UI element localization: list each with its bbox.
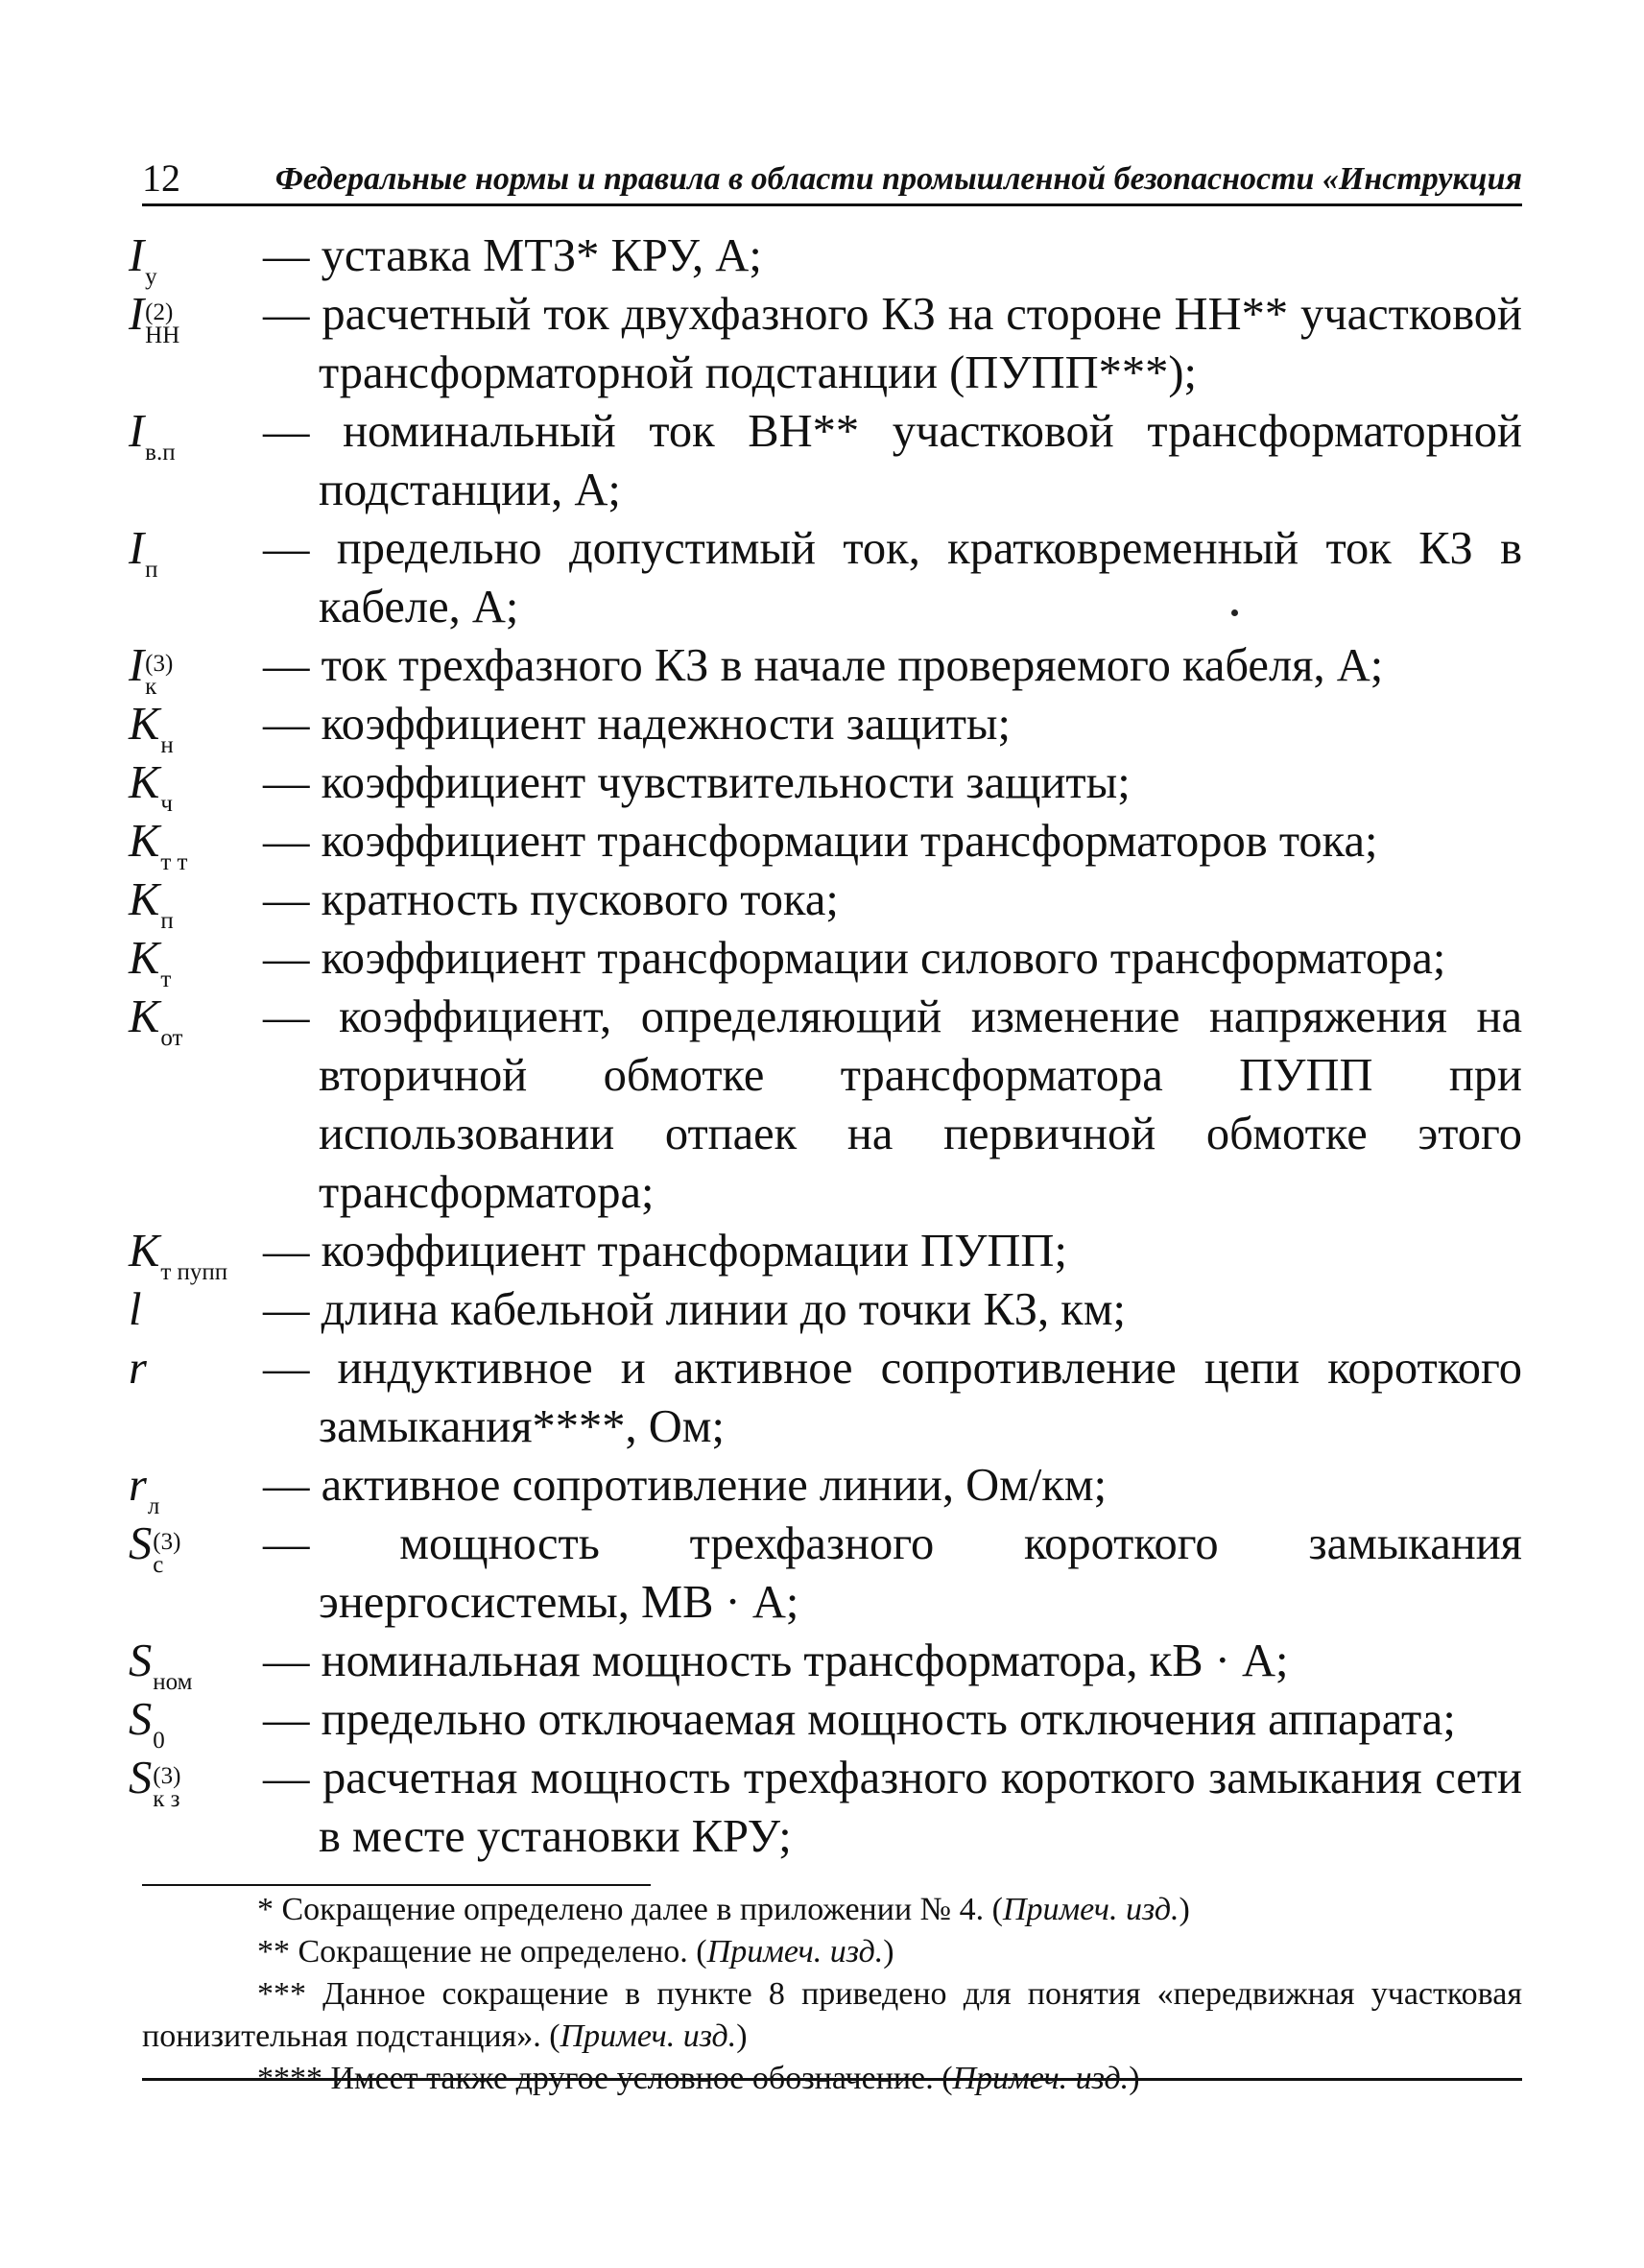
definition-row (129, 1222, 1522, 1285)
definition-text: — уставка МТЗ* КРУ, А; (263, 230, 762, 281)
symbol-base: K (129, 699, 160, 750)
definition-symbol (129, 227, 263, 293)
symbol-subscript: от (160, 1025, 183, 1051)
symbol-indices (153, 1531, 180, 1577)
definition-row (129, 285, 1522, 402)
definition-symbol (129, 988, 263, 1054)
definition-row (129, 988, 1522, 1222)
symbol-base: I (129, 230, 145, 281)
definition-row (129, 929, 1522, 992)
symbol-base: K (129, 1226, 160, 1277)
definition-symbol (129, 402, 263, 468)
definition-row (129, 1456, 1522, 1519)
symbol-base: K (129, 991, 160, 1042)
footnote-editor-note: Примеч. изд. (952, 2061, 1130, 2096)
definition-row (129, 1690, 1522, 1754)
definition-symbol (129, 1456, 263, 1522)
definition-symbol (129, 519, 263, 585)
symbol-indices (153, 1765, 180, 1811)
definition-row (129, 1749, 1522, 1866)
footnote-close: ) (883, 1934, 894, 1970)
definition-text: — коэффициент трансформации ПУПП; (263, 1226, 1067, 1277)
definition-text: — предельно отключаемая мощность отключения аппарата; (263, 1694, 1456, 1745)
symbol-base: I (129, 640, 145, 691)
symbol-subscript: к (145, 674, 157, 700)
definition-row (129, 1280, 1522, 1339)
definition-text: — номинальный ток ВН** участковой трансформаторной подстанции, А; (263, 406, 1522, 515)
symbol-base: S (129, 1694, 153, 1745)
footnote-editor-note: Примеч. изд. (560, 2018, 737, 2054)
symbol-subscript: т т (160, 849, 188, 875)
symbol-superscript: (3) (153, 1763, 181, 1789)
page-number: 12 (142, 156, 180, 200)
definition-symbol (129, 1690, 263, 1756)
symbol-subscript: ном (153, 1669, 193, 1695)
symbol-superscript: (3) (145, 651, 174, 677)
definition-row (129, 636, 1522, 700)
symbol-subscript: л (147, 1493, 160, 1519)
definition-row (129, 1339, 1522, 1456)
symbol-subscript: п (160, 908, 174, 934)
definition-symbol (129, 753, 263, 820)
definition-symbol (129, 636, 263, 699)
definition-text: — индуктивное и активное сопротивление цепи короткого замыкания****, Ом; (263, 1343, 1522, 1452)
symbol-superscript: (3) (153, 1529, 181, 1555)
definition-text: — расчетный ток двухфазного КЗ на стороне НН** участковой трансформаторной подстанции (ПУПП***); (263, 289, 1522, 398)
definition-text: — длина кабельной линии до точки КЗ, км; (263, 1284, 1127, 1335)
symbol-subscript: п (145, 557, 158, 583)
definition-text: — ток трехфазного КЗ в начале проверяемого кабеля, А; (263, 640, 1384, 691)
footnote-editor-note: Примеч. изд. (706, 1934, 884, 1970)
definition-text: — коэффициент трансформации трансформаторов тока; (263, 816, 1378, 867)
symbol-superscript: (2) (145, 299, 174, 325)
bottom-rule (142, 2078, 1522, 2081)
definition-text: — коэффициент трансформации силового трансформатора; (263, 933, 1446, 984)
symbol-subscript: ч (160, 791, 173, 817)
definition-row (129, 812, 1522, 875)
symbol-subscript: у (145, 264, 157, 290)
definition-text: — коэффициент, определяющий изменение напряжения на вторичной обмотке трансформатора ПУПП при использовании отпаек на первичной обмотке этого трансформатора; (263, 991, 1522, 1218)
symbol-indices (145, 301, 179, 347)
symbol-subscript: к з (153, 1786, 180, 1812)
definition-row (129, 695, 1522, 758)
definition-row (129, 1632, 1522, 1695)
definition-symbol (129, 695, 263, 761)
definition-symbol (129, 1515, 263, 1577)
symbol-base: K (129, 816, 160, 867)
definition-text: — номинальная мощность трансформатора, кВ · А; (263, 1635, 1289, 1686)
definition-symbol (129, 285, 263, 347)
page-header (142, 144, 1522, 206)
footnote (142, 1931, 1522, 1973)
footnote-text: *** Данное сокращение в пункте 8 приведено для понятия «передвижная участковая понизительная подстанция». ( (142, 1976, 1522, 2054)
definition-text: — мощность трехфазного короткого замыкания энергосистемы, МВ · А; (263, 1518, 1522, 1628)
symbol-base: K (129, 933, 160, 984)
definition-row (129, 753, 1522, 817)
definitions-list (129, 227, 1522, 1866)
running-title: Федеральные нормы и правила в области промышленной безопасности «Инструкция (274, 161, 1522, 197)
definition-symbol (129, 1749, 263, 1811)
symbol-base: l (129, 1284, 142, 1335)
symbol-subscript: т пупп (160, 1259, 228, 1285)
symbol-subscript: НН (145, 322, 180, 348)
definition-symbol (129, 871, 263, 937)
definition-symbol (129, 1339, 263, 1397)
symbol-base: I (129, 523, 145, 574)
definition-text: — кратность пускового тока; (263, 874, 839, 925)
footnote-editor-note: Примеч. изд. (1002, 1892, 1179, 1927)
definition-symbol (129, 812, 263, 878)
footnote (142, 1889, 1522, 1931)
definition-text: — коэффициент надежности защиты; (263, 699, 1011, 750)
definition-symbol (129, 1632, 263, 1698)
symbol-subscript: в.п (145, 440, 176, 466)
definition-symbol (129, 929, 263, 995)
definition-text: — активное сопротивление линии, Ом/км; (263, 1460, 1108, 1511)
definition-row (129, 1515, 1522, 1632)
definition-symbol (129, 1280, 263, 1339)
symbol-base: r (129, 1343, 147, 1394)
definition-row (129, 402, 1522, 519)
symbol-subscript: т (160, 967, 172, 992)
footnote (142, 1973, 1522, 2058)
symbol-base: S (129, 1753, 153, 1803)
symbol-base: K (129, 874, 160, 925)
footnote-close: ) (1129, 2061, 1140, 2096)
symbol-subscript: с (153, 1552, 164, 1578)
definition-symbol (129, 1222, 263, 1288)
footnote-text: * Сокращение определено далее в приложении № 4. ( (257, 1892, 1003, 1927)
footnotes (142, 1889, 1522, 2100)
definition-row (129, 871, 1522, 934)
symbol-base: S (129, 1635, 153, 1686)
symbol-base: S (129, 1518, 153, 1569)
symbol-base: K (129, 757, 160, 808)
symbol-indices (145, 653, 173, 699)
footnote-separator (142, 1884, 651, 1886)
definition-row (129, 519, 1522, 636)
footnote-close: ) (1179, 1892, 1190, 1927)
symbol-subscript: н (160, 732, 174, 758)
definition-text: — расчетная мощность трехфазного короткого замыкания сети в месте установки КРУ; (263, 1753, 1522, 1862)
footnote-text: ** Сокращение не определено. ( (257, 1934, 707, 1970)
definition-text: — коэффициент чувствительности защиты; (263, 757, 1131, 808)
definition-text: — предельно допустимый ток, кратковременный ток КЗ в кабеле, А; (263, 523, 1522, 633)
definition-row (129, 227, 1522, 290)
footnote-text: **** Имеет также другое условное обозначение. ( (257, 2061, 953, 2096)
symbol-base: I (129, 406, 145, 457)
symbol-subscript: 0 (153, 1728, 165, 1754)
footnote-close: ) (736, 2018, 748, 2054)
symbol-base: I (129, 289, 145, 340)
symbol-base: r (129, 1460, 147, 1511)
